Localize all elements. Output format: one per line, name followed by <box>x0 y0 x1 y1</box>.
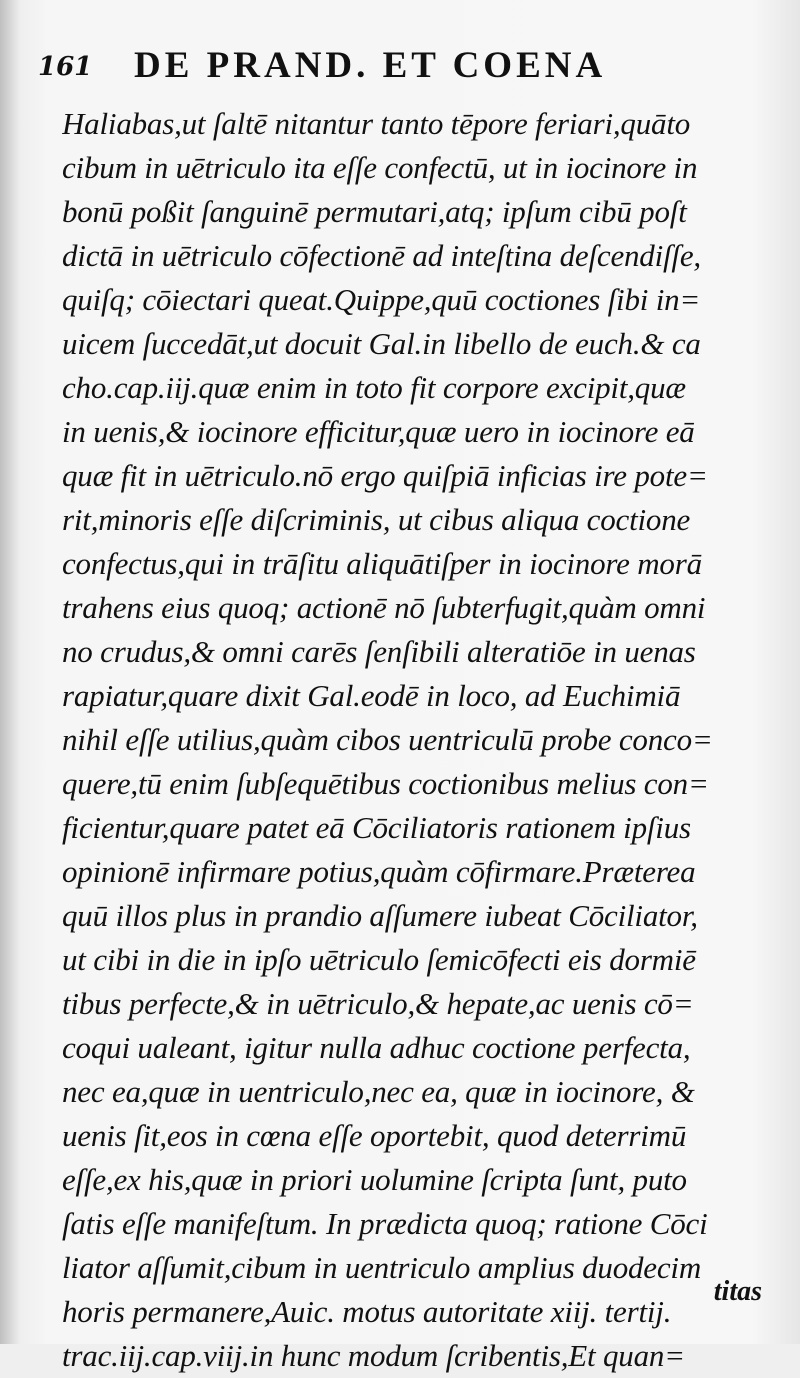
text-line: confectus,qui in trāſitu aliquātiſper in iocinore morā <box>62 546 702 581</box>
body-text <box>62 102 782 1378</box>
text-line: coqui ualeant, igitur nulla adhuc coctione perfecta, <box>62 1030 691 1065</box>
text-line: eſſe,ex his,quæ in priori uolumine ſcripta ſunt, puto <box>62 1162 687 1197</box>
text-line: dictā in uētriculo cōfectionē ad inteſtina deſcendiſſe, <box>62 238 701 273</box>
text-line: quiſq; cōiectari queat.Quippe,quū coctiones ſibi in= <box>62 282 701 317</box>
text-line: no crudus,& omni carēs ſenſibili alteratiōe in uenas <box>62 634 696 669</box>
text-line: opinionē infirmare potius,quàm cōfirmare.Præterea <box>62 854 696 889</box>
text-line: horis permanere,Auic. motus autoritate xiij. tertij. <box>62 1294 672 1329</box>
page-header <box>38 44 678 88</box>
text-line: quere,tū enim ſubſequētibus coctionibus melius con= <box>62 766 709 801</box>
running-title: DE PRAND. ET COENA <box>134 45 607 86</box>
text-line: ficientur,quare patet eā Cōciliatoris rationem ipſius <box>62 810 691 845</box>
text-line: trac.iij.cap.viij.in hunc modum ſcribentis,Et quan= <box>62 1338 685 1373</box>
text-line: rapiatur,quare dixit Gal.eodē in loco, ad Euchimiā <box>62 678 681 713</box>
text-line: uenis ſit,eos in cœna eſſe oportebit, quod deterrimū <box>62 1118 687 1153</box>
text-line: uicem ſuccedāt,ut docuit Gal.in libello de euch.& ca <box>62 326 701 361</box>
text-line: ſatis eſſe manifeſtum. In prædicta quoq; ratione Cōci <box>62 1206 708 1241</box>
text-line: bonū poßit ſanguinē permutari,atq; ipſum cibū poſt <box>62 194 687 229</box>
text-line: trahens eius quoq; actionē nō ſubterfugit,quàm omni <box>62 590 706 625</box>
text-line: in uenis,& iocinore efficitur,quæ uero in iocinore eā <box>62 414 695 449</box>
text-line: tibus perfecte,& in uētriculo,& hepate,ac uenis cō= <box>62 986 694 1021</box>
text-line: ut cibi in die in ipſo uētriculo ſemicōfecti eis dormiē <box>62 942 696 977</box>
text-line: cibum in uētriculo ita eſſe confectū, ut in iocinore in <box>62 150 698 185</box>
text-line: cho.cap.iij.quæ enim in toto fit corpore excipit,quæ <box>62 370 686 405</box>
page-number: 161 <box>38 52 93 82</box>
text-line: Haliabas,ut ſaltē nitantur tanto tēpore feriari,quāto <box>62 106 691 141</box>
text-line: nihil eſſe utilius,quàm cibos uentriculū probe conco= <box>62 722 713 757</box>
text-line: quū illos plus in prandio aſſumere iubeat Cōciliator, <box>62 898 698 933</box>
text-line: rit,minoris eſſe diſcriminis, ut cibus aliqua coctione <box>62 502 691 537</box>
text-line: liator aſſumit,cibum in uentriculo amplius duodecim <box>62 1250 702 1285</box>
text-line: quæ fit in uētriculo.nō ergo quiſpiā inficias ire pote= <box>62 458 708 493</box>
text-line: nec ea,quæ in uentriculo,nec ea, quæ in iocinore, & <box>62 1074 695 1109</box>
gutter-shadow <box>0 0 20 1344</box>
catchword: titas <box>713 1276 762 1307</box>
